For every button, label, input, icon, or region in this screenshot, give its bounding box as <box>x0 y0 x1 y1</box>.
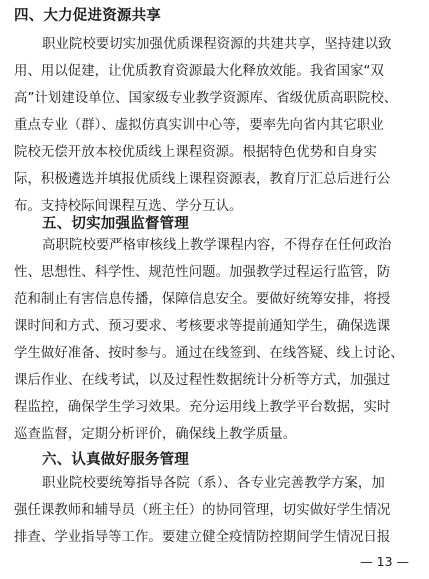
paragraph-line: 排查、学业指导等工作。要建立健全疫情防控期间学生情况日报 <box>14 530 391 545</box>
paragraph-line: 职业院校要切实加强优质课程资源的共建共享，坚持建以致 <box>42 37 392 52</box>
paragraph-line: 课后作业、在线考试，以及过程性数据统计分析等方式，加强过 <box>14 373 391 388</box>
paragraph-line: 巡查监督，定期分析评价，确保线上教学质量。 <box>14 427 297 442</box>
paragraph-line: 程监控，确保学生学习效果。充分运用线上教学平台数据，实时 <box>14 400 391 415</box>
section-heading-5: 五、切实加强监督管理 <box>42 216 189 232</box>
paragraph-line: 高职院校要严格审核线上教学课程内容，不得存在任何政治 <box>42 238 392 253</box>
paragraph-line: 范和制止有害信息传播，保障信息安全。要做好统筹安排，将授 <box>14 292 391 307</box>
paragraph-line: 课时间和方式、预习要求、考核要求等提前通知学生，确保选课 <box>14 319 391 334</box>
paragraph-line: 性、思想性、科学性、规范性问题。加强教学过程运行监管，防 <box>14 265 391 280</box>
section-heading-4: 四、大力促进资源共享 <box>14 8 161 24</box>
paragraph-line: 强任课教师和辅导员（班主任）的协同管理，切实做好学生情况 <box>14 503 391 518</box>
page-number: — 13 — <box>360 554 409 569</box>
section-heading-6: 六、认真做好服务管理 <box>42 452 189 468</box>
paragraph-line: 学生做好准备、按时参与。通过在线签到、在线答疑、线上讨论、 <box>14 346 404 361</box>
paragraph-line: 际，积极遴选并填报优质线上课程资源表，教育厅汇总后进行公 <box>14 172 391 187</box>
paragraph-line: 职业院校要统筹指导各院（系）、各专业完善教学方案，加 <box>42 476 385 491</box>
paragraph-line: 重点专业（群）、虚拟仿真实训中心等，要率先向省内其它职业 <box>14 118 384 133</box>
paragraph-line: 院校无偿开放本校优质线上课程资源。根据特色优势和自身实 <box>14 145 377 160</box>
paragraph-line: 用、用以促建，让优质教育资源最大化释放效能。我省国家“双 <box>14 64 384 79</box>
paragraph-line: 高”计划建设单位、国家级专业教学资源库、省级优质高职院校、 <box>14 91 398 106</box>
paragraph-line: 布。支持校际间课程互选、学分互认。 <box>14 199 243 214</box>
